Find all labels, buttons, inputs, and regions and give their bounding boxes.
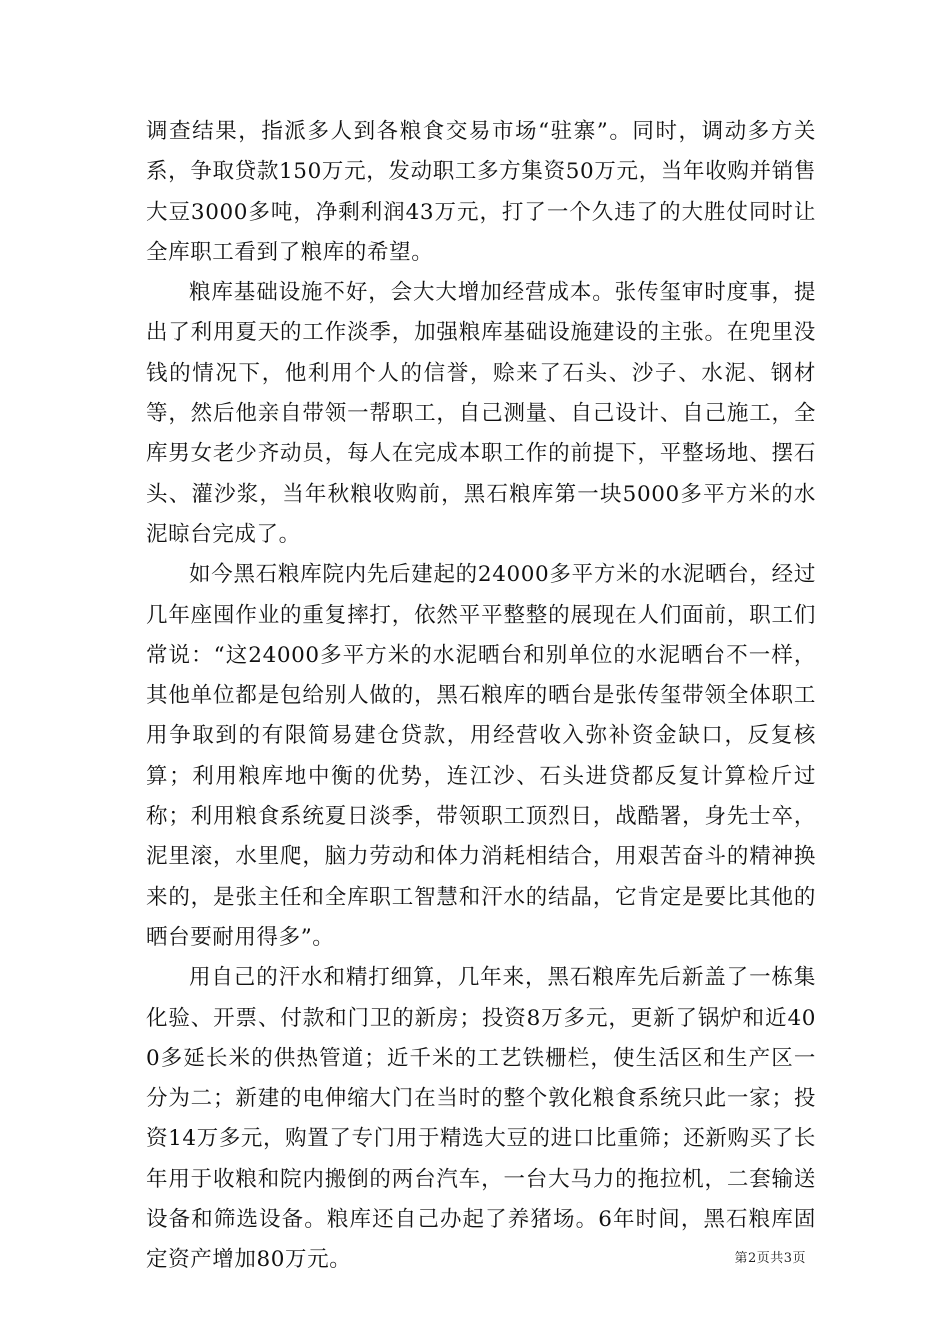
paragraph-drying-platform: 如今黑石粮库院内先后建起的24000多平方米的水泥晒台，经过几年座囤作业的重复摔打，依然平平整整的展现在人们面前，职工们常说：“这24000多平方米的水泥晒台和别单位的水泥晒台不一样，其他单位都是包给别人做的，黑石粮库的晒台是张传玺带领全体职工用争取到的有限简易建仓贷款，用经营收入弥补资金缺口，反复核算；利用粮库地中衡的优势，连江沙、石头进贷都反复计算检斤过称；利用粮食系统夏日淡季，带领职工顶烈日，战酷署，身先士卒，泥里滚，水里爬，脑力劳动和体力消耗相结合，用艰苦奋斗的精神换来的，是张主任和全库职工智慧和汗水的结晶，它肯定是要比其他的晒台要耐用得多”。 xyxy=(146,562,816,950)
document-body xyxy=(146,112,816,1281)
paragraph-fixed-assets: 用自己的汗水和精打细算，几年来，黑石粮库先后新盖了一栋集化验、开票、付款和门卫的新房；投资8万多元，更新了锅炉和近400多延长米的供热管道；近千米的工艺铁栅栏，使生活区和生产区一分为二；新建的电伸缩大门在当时的整个敦化粮食系统只此一家；投资14万多元，购置了专门用于精选大豆的进口比重筛；还新购买了长年用于收粮和院内搬倒的两台汽车，一台大马力的拖拉机，二套输送设备和筛选设备。粮库还自己办起了养猪场。6年时间，黑石粮库固定资产增加80万元。 xyxy=(146,965,816,1273)
paragraph-infrastructure: 粮库基础设施不好，会大大增加经营成本。张传玺审时度事，提出了利用夏天的工作淡季，加强粮库基础设施建设的主张。在兜里没钱的情况下，他利用个人的信誉，赊来了石头、沙子、水泥、钢材等，然后他亲自带领一帮职工，自己测量、自己设计、自己施工，全库男女老少齐动员，每人在完成本职工作的前提下，平整场地、摆石头、灌沙浆，当年秋粮收购前，黑石粮库第一块5000多平方米的水泥晾台完成了。 xyxy=(146,280,816,547)
paragraph-continuation: 调查结果，指派多人到各粮食交易市场“驻寨”。同时，调动多方关系，争取贷款150万元，发动职工多方集资50万元，当年收购并销售大豆3000多吨，净剩利润43万元，打了一个久违了的大胜仗同时让全库职工看到了粮库的希望。 xyxy=(146,119,816,265)
page-number-footer: 第2页共3页 xyxy=(734,1251,806,1266)
